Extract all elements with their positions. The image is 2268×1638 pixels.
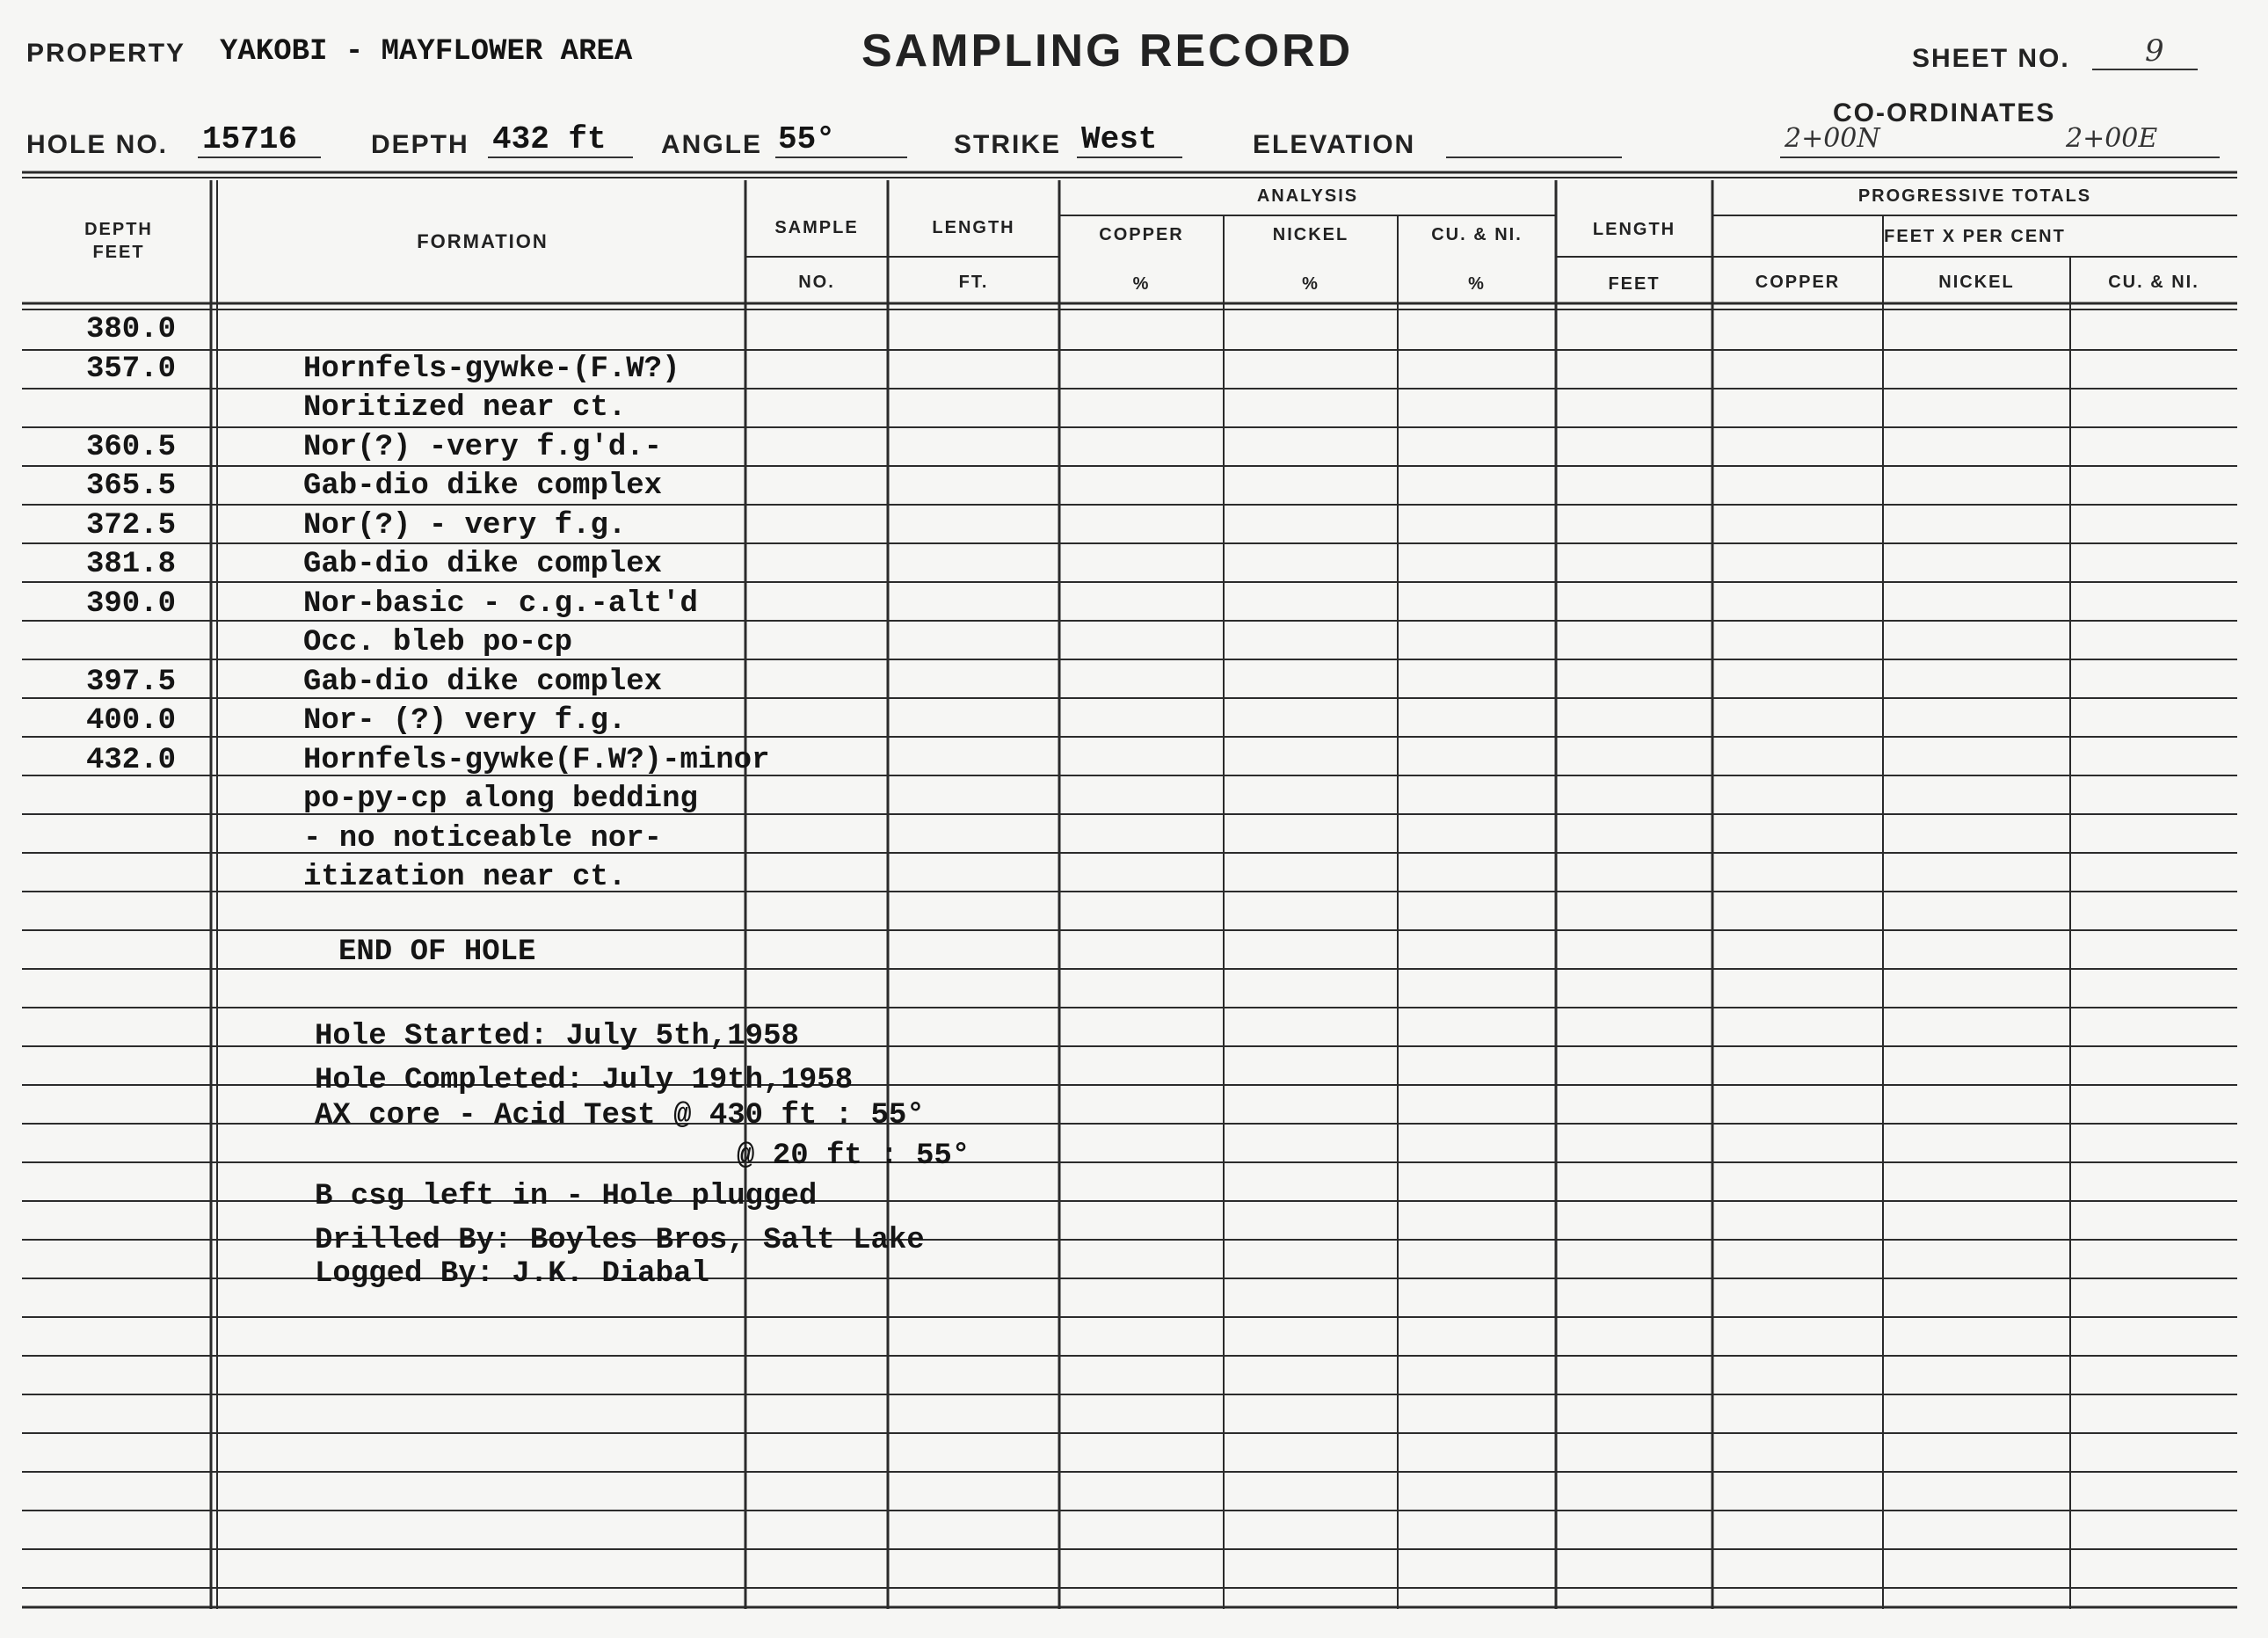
row-formation: Nor- (?) very f.g. — [303, 704, 627, 738]
col-sample-sub: NO. — [798, 273, 835, 292]
page-title: SAMPLING RECORD — [861, 25, 1354, 76]
col-length-sub: FT. — [958, 273, 989, 292]
sheet-label: SHEET NO. — [1912, 44, 2070, 73]
row-formation: Hornfels-gywke(F.W?)-minor — [303, 743, 770, 777]
depth-value: 432 ft — [492, 121, 607, 157]
remark-logged-by: Logged By: J.K. Diabal — [315, 1257, 709, 1291]
coordinate-east: 2+00E — [2066, 123, 2158, 154]
row-formation: Nor(?) -very f.g'd.- — [303, 430, 663, 464]
strike-value: West — [1081, 121, 1158, 157]
row-depth: 381.8 — [85, 548, 176, 581]
col-p-copper: COPPER — [1755, 273, 1841, 292]
row-formation: itization near ct. — [303, 861, 627, 894]
row-depth: 400.0 — [85, 704, 176, 738]
row-depth: 360.5 — [85, 430, 176, 464]
row-formation: - no noticeable nor- — [303, 821, 663, 855]
col-analysis: ANALYSIS — [1256, 186, 1359, 206]
row-formation: Noritized near ct. — [303, 391, 627, 425]
row-formation: Occ. bleb po-cp — [303, 626, 573, 659]
row-formation: Nor(?) - very f.g. — [303, 508, 627, 542]
col-formation: FORMATION — [417, 230, 549, 252]
row-depth: 365.5 — [85, 470, 176, 503]
col-depth: DEPTH — [84, 220, 153, 239]
col-cu-ni-pct: % — [1468, 274, 1486, 294]
col-sample: SAMPLE — [774, 218, 859, 237]
row-depth: 432.0 — [85, 743, 176, 777]
angle-value: 55° — [778, 121, 835, 157]
row-formation: Gab-dio dike complex — [303, 548, 663, 581]
col-p-cu-ni: CU. & NI. — [2108, 273, 2199, 292]
row-formation: Gab-dio dike complex — [303, 470, 663, 503]
remark-hole-started: Hole Started: July 5th,1958 — [315, 1020, 799, 1053]
col-p-nickel: NICKEL — [1938, 273, 2015, 292]
remark-hole-completed: Hole Completed: July 19th,1958 — [315, 1064, 854, 1097]
col-nickel: NICKEL — [1272, 225, 1349, 244]
col-length2: LENGTH — [1592, 220, 1676, 239]
hole-value: 15716 — [202, 121, 298, 157]
row-formation: Hornfels-gywke-(F.W?) — [303, 352, 680, 386]
col-feet-x-pct: FEET X PER CENT — [1884, 227, 2066, 246]
col-progressive: PROGRESSIVE TOTALS — [1857, 186, 2092, 206]
col-cu-ni: CU. & NI. — [1431, 225, 1523, 244]
row-depth: 380.0 — [85, 313, 176, 346]
end-of-hole: END OF HOLE — [338, 935, 536, 969]
row-depth: 372.5 — [85, 508, 176, 542]
coordinates-label: CO-ORDINATES — [1833, 98, 2056, 127]
hole-label: HOLE NO. — [26, 130, 169, 159]
remark-drilled-by: Drilled By: Boyles Bros, Salt Lake — [315, 1224, 925, 1257]
col-copper: COPPER — [1099, 225, 1184, 244]
row-depth: 397.5 — [85, 665, 176, 699]
row-depth: 390.0 — [85, 586, 176, 621]
property-value: YAKOBI - MAYFLOWER AREA — [220, 35, 633, 69]
property-label: PROPERTY — [26, 39, 186, 68]
remark-acid-test: AX core - Acid Test @ 430 ft : 55° — [315, 1099, 925, 1132]
col-copper-pct: % — [1132, 274, 1151, 294]
coordinate-north: 2+00N — [1785, 123, 1880, 154]
row-formation: Gab-dio dike complex — [303, 665, 663, 699]
col-nickel-pct: % — [1302, 274, 1319, 294]
sheet-value: 9 — [2145, 33, 2164, 69]
remark-acid-test-2: @ 20 ft : 55° — [737, 1139, 970, 1173]
strike-label: STRIKE — [954, 130, 1062, 159]
elevation-label: ELEVATION — [1253, 130, 1416, 159]
row-formation: Nor-basic - c.g.-alt'd — [303, 586, 698, 621]
col-depth-sub: FEET — [92, 243, 145, 262]
remark-casing: B csg left in - Hole plugged — [315, 1180, 818, 1213]
col-length2-sub: FEET — [1608, 274, 1661, 294]
angle-label: ANGLE — [661, 130, 762, 159]
depth-label: DEPTH — [371, 130, 469, 159]
row-depth: 357.0 — [85, 352, 176, 386]
row-formation: po-py-cp along bedding — [303, 783, 698, 816]
col-length: LENGTH — [932, 218, 1015, 237]
